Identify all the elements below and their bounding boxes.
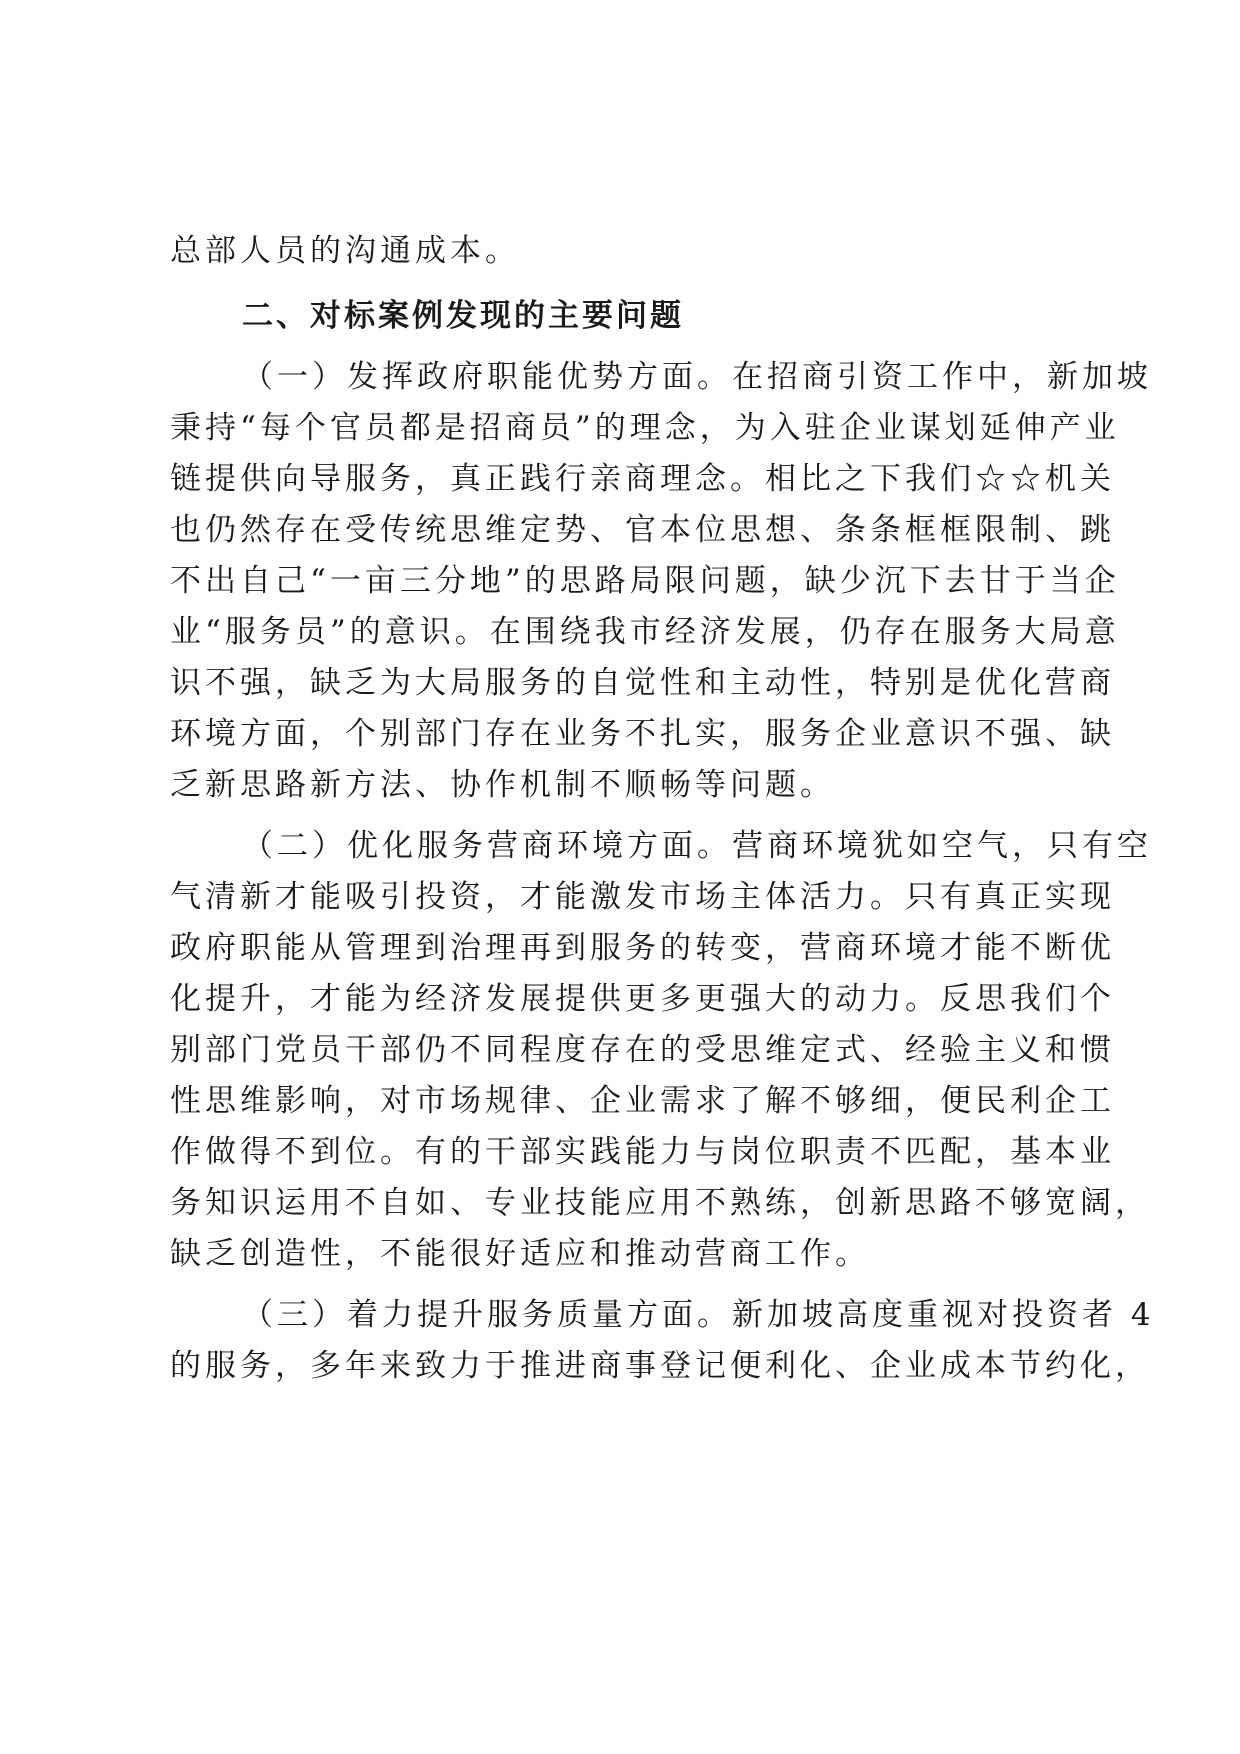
section-heading: 二、对标案例发现的主要问题 xyxy=(242,298,684,334)
text-line: 的服务，多年来致力于推进商事登记便利化、企业成本节约化， xyxy=(170,1348,1150,1384)
text-line: 化提升，才能为经济发展提供更多更强大的动力。反思我们个 xyxy=(170,981,1115,1017)
text-line: 识不强，缺乏为大局服务的自觉性和主动性，特别是优化营商 xyxy=(170,665,1115,701)
paragraph-1 xyxy=(170,352,1152,811)
text-line: 乏新思路新方法、协作机制不顺畅等问题。 xyxy=(170,767,835,803)
text-line: 气清新才能吸引投资，才能激发市场主体活力。只有真正实现 xyxy=(170,879,1115,915)
document-page xyxy=(170,226,1155,1402)
text-line: 也仍然存在受传统思维定势、官本位思想、条条框框限制、跳 xyxy=(170,512,1115,548)
intro-paragraph xyxy=(170,226,1100,277)
text-line: 务知识运用不自如、专业技能应用不熟练，创新思路不够宽阔， xyxy=(170,1185,1150,1221)
text-line: 总部人员的沟通成本。 xyxy=(170,233,520,269)
paragraph-2 xyxy=(170,821,1152,1280)
text-line: 不出自己“一亩三分地”的思路局限问题，缺少沉下去甘于当企 xyxy=(170,563,1120,599)
text-line: （二）优化服务营商环境方面。营商环境犹如空气，只有空 xyxy=(242,828,1152,864)
text-line: 秉持“每个官员都是招商员”的理念，为入驻企业谋划延伸产业 xyxy=(170,410,1120,446)
text-line: 链提供向导服务，真正践行亲商理念。相比之下我们☆☆机关 xyxy=(170,461,1115,497)
text-line: 别部门党员干部仍不同程度存在的受思维定式、经验主义和惯 xyxy=(170,1032,1115,1068)
text-line: （三）着力提升服务质量方面。新加坡高度重视对投资者 4 xyxy=(242,1297,1155,1333)
text-line: 业“服务员”的意识。在围绕我市经济发展，仍存在服务大局意 xyxy=(170,614,1120,650)
text-line: 环境方面，个别部门存在业务不扎实，服务企业意识不强、缺 xyxy=(170,716,1115,752)
paragraph-3 xyxy=(170,1290,1155,1392)
text-line: 政府职能从管理到治理再到服务的转变，营商环境才能不断优 xyxy=(170,930,1115,966)
text-line: 缺乏创造性，不能很好适应和推动营商工作。 xyxy=(170,1236,870,1272)
text-line: 性思维影响，对市场规律、企业需求了解不够细，便民利企工 xyxy=(170,1083,1115,1119)
text-line: 作做得不到位。有的干部实践能力与岗位职责不匹配，基本业 xyxy=(170,1134,1115,1170)
text-line: （一）发挥政府职能优势方面。在招商引资工作中，新加坡 xyxy=(242,359,1152,395)
